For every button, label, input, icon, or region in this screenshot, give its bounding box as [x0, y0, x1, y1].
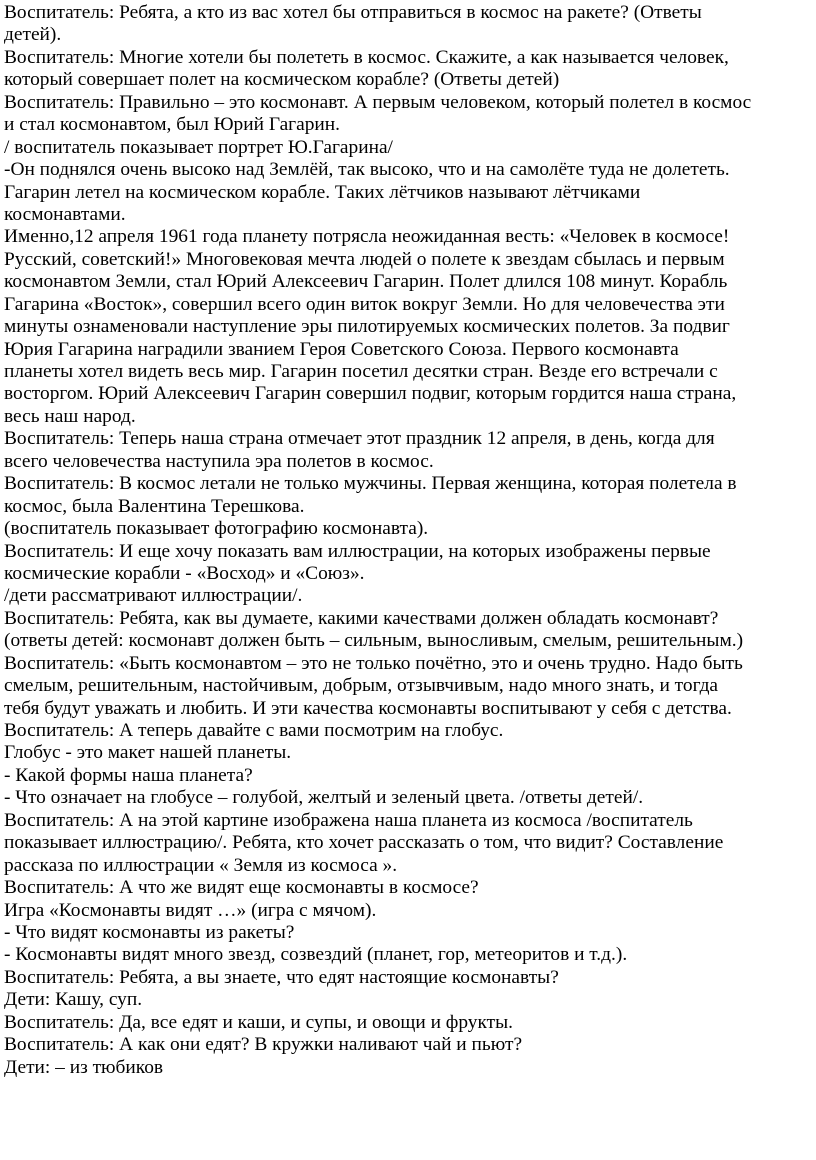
text-line: восторгом. Юрий Алексеевич Гагарин совершил подвиг, которым гордится наша страна, — [4, 383, 737, 405]
document-text — [4, 2, 816, 1146]
text-line: космические корабли - «Восход» и «Союз». — [4, 562, 365, 584]
text-line: Игра «Космонавты видят …» (игра с мячом). — [4, 899, 377, 921]
text-line — [4, 1101, 816, 1123]
text-line: и стал космонавтом, был Юрий Гагарин. — [4, 114, 341, 136]
text-line: Воспитатель: И еще хочу показать вам иллюстрации, на которых изображены первые — [4, 540, 711, 562]
text-line: тебя будут уважать и любить. И эти качества космонавты воспитывают у себя с детства. — [4, 697, 732, 719]
text-line: Воспитатель: А на этой картине изображена наша планета из космоса /воспитатель — [4, 809, 693, 831]
text-line: Воспитатель: В космос летали не только мужчины. Первая женщина, которая полетела в — [4, 473, 737, 495]
text-line: - Что означает на глобусе – голубой, желтый и зеленый цвета. /ответы детей/. — [4, 787, 644, 809]
text-line: - Какой формы наша планета? — [4, 764, 253, 786]
text-line: Воспитатель: А что же видят еще космонавты в космосе? — [4, 877, 479, 899]
text-line: всего человечества наступила эра полетов в космос. — [4, 450, 434, 472]
text-line: Воспитатель: Теперь наша страна отмечает этот праздник 12 апреля, в день, когда для — [4, 428, 715, 450]
text-line: показывает иллюстрацию/. Ребята, кто хочет рассказать о том, что видит? Составление — [4, 832, 724, 854]
text-line: Воспитатель: А теперь давайте с вами посмотрим на глобус. — [4, 720, 504, 741]
text-line: Дети: Кашу, суп. — [4, 989, 143, 1011]
text-line: планеты хотел видеть весь мир. Гагарин посетил десятки стран. Везде его встречали с — [4, 361, 718, 382]
text-line: - Что видят космонавты из ракеты? — [4, 921, 295, 943]
text-line: космос, была Валентина Терешкова. — [4, 495, 305, 517]
text-line: рассказа по иллюстрации « Земля из космоса ». — [4, 854, 398, 876]
text-line — [4, 1079, 816, 1101]
text-line: детей). — [4, 24, 62, 46]
text-line: Дети: – из тюбиков — [4, 1056, 164, 1078]
text-line: который совершает полет на космическом корабле? (Ответы детей) — [4, 69, 560, 91]
text-line: (ответы детей: космонавт должен быть – сильным, выносливым, смелым, решительным.) — [4, 630, 744, 652]
text-line: Воспитатель: Многие хотели бы полететь в космос. Скажите, а как называется человек, — [4, 46, 729, 68]
text-line: Русский, советский!» Многовековая мечта людей о полете к звездам сбылась и первым — [4, 248, 725, 270]
text-line: - Космонавты видят много звезд, созвездий (планет, гор, метеоритов и т.д.). — [4, 944, 628, 966]
text-line: Юрия Гагарина наградили званием Героя Советского Союза. Первого космонавта — [4, 338, 679, 360]
text-line: (воспитатель показывает фотографию космонавта). — [4, 518, 429, 540]
text-line: Воспитатель: Да, все едят и каши, и супы, и овощи и фрукты. — [4, 1011, 514, 1033]
text-line: смелым, решительным, настойчивым, добрым, отзывчивым, надо много знать, и тогда — [4, 675, 719, 697]
text-line: космонавтами. — [4, 203, 126, 225]
text-line: Именно,12 апреля 1961 года планету потрясла неожиданная весть: «Человек в космосе! — [4, 226, 730, 248]
text-line: Гагарина «Восток», совершил всего один виток вокруг Земли. Но для человечества эти — [4, 293, 725, 315]
text-line: Воспитатель: Ребята, а вы знаете, что едят настоящие космонавты? — [4, 966, 559, 988]
text-line: весь наш народ. — [4, 405, 136, 427]
text-line — [4, 1124, 816, 1146]
text-line: Воспитатель: Правильно – это космонавт. А первым человеком, который полетел в космос — [4, 91, 752, 113]
text-line: /дети рассматривают иллюстрации/. — [4, 585, 303, 607]
text-line: Воспитатель: Ребята, а кто из вас хотел бы отправиться в космос на ракете? (Ответы — [4, 2, 702, 23]
text-line: Воспитатель: Ребята, как вы думаете, какими качествами должен обладать космонавт? — [4, 607, 719, 629]
text-line: Воспитатель: А как они едят? В кружки наливают чай и пьют? — [4, 1034, 523, 1056]
text-line: / воспитатель показывает портрет Ю.Гагарина/ — [4, 136, 393, 158]
text-line: Воспитатель: «Быть космонавтом – это не только почётно, это и очень трудно. Надо быть — [4, 652, 743, 674]
text-line: космонавтом Земли, стал Юрий Алексеевич Гагарин. Полет длился 108 минут. Корабль — [4, 271, 728, 293]
text-line: -Он поднялся очень высоко над Землёй, так высоко, что и на самолёте туда не долететь. — [4, 159, 730, 181]
text-line: Глобус - это макет нашей планеты. — [4, 742, 292, 764]
text-line: минуты ознаменовали наступление эры пилотируемых космических полетов. За подвиг — [4, 316, 730, 338]
text-line: Гагарин летел на космическом корабле. Таких лётчиков называют лётчиками — [4, 181, 641, 203]
